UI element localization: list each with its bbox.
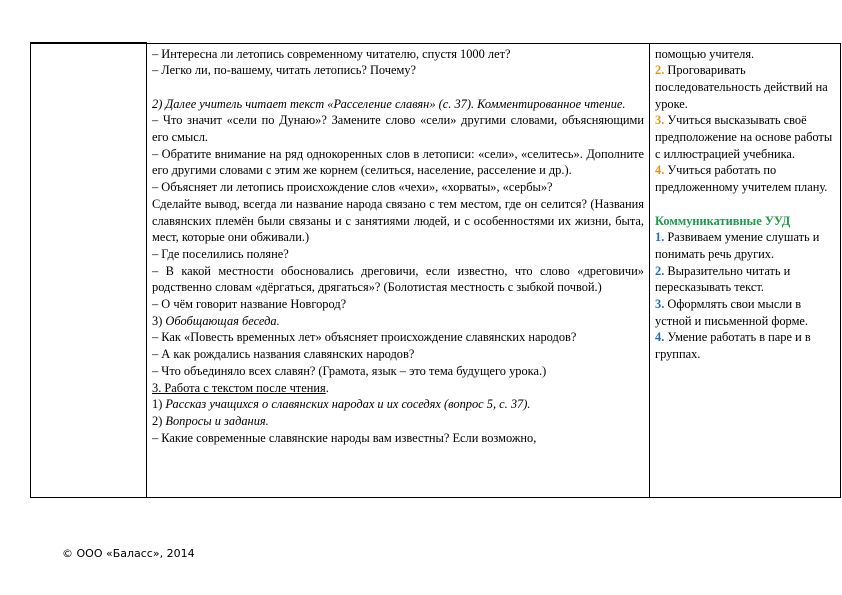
step-line	[152, 313, 644, 330]
step-text: 2) Далее учитель читает текст «Расселение славян» (с. 37). Комментированное чтение.	[152, 96, 626, 111]
copyright-footer: © ООО «Баласс», 2014	[62, 547, 195, 560]
lesson-content-cell	[147, 43, 650, 498]
uud-item-number: 2.	[655, 63, 665, 78]
question-line: – Интересна ли летопись современному читателю, спустя 1000 лет?	[152, 46, 511, 61]
uud-item-number: 4.	[655, 330, 665, 345]
conclusion-line: Сделайте вывод, всегда ли название народа связано с тем местом, где он селится? (Названия славянских племён были связаны и с занятиями людей, и с особенностями их жизни, быта, мест, которые они обживали.)	[152, 196, 644, 245]
uud-item	[655, 329, 836, 362]
section-heading-period: .	[325, 380, 329, 395]
uud-intro: помощью учителя.	[655, 46, 755, 61]
uud-item-text: Учиться высказывать своё предположение на основе работы с иллюстрацией учебника.	[655, 113, 833, 161]
uud-item-text: Проговаривать последовательность действий на уроке.	[655, 63, 828, 111]
table-row	[31, 43, 841, 498]
question-line: – Обратите внимание на ряд однокоренных слов в летописи: «сели», «селитесь». Дополните его другими словами с этим же корнем (селиться, население, расселение и др.).	[152, 146, 644, 178]
uud-item-text: Учиться работать по предложенному учителем плану.	[655, 163, 828, 195]
step-number: 3)	[152, 313, 166, 328]
uud-item-number: 3.	[655, 297, 665, 312]
uud-item-number: 4.	[655, 163, 665, 178]
uud-item-text: Развиваем умение слушать и понимать речь других.	[655, 230, 820, 261]
step-text: Вопросы и задания.	[165, 413, 269, 428]
uud-item	[655, 263, 836, 296]
uud-item	[655, 62, 836, 112]
question-line: – В какой местности обосновались дреговичи, если известно, что слово «дреговичи» родственно словам «дёргаться, дрягаться»? (Болотистая местность с зыбкой почвой.)	[152, 263, 644, 295]
step-line	[152, 96, 644, 113]
uud-item-number: 1.	[655, 230, 665, 245]
question-line: – О чём говорит название Новгород?	[152, 297, 347, 312]
uud-item-number: 3.	[655, 113, 665, 128]
uud-item-text: Умение работать в паре и в группах.	[655, 330, 811, 362]
uud-item-text: Выразительно читать и пересказывать текст.	[655, 263, 791, 295]
step-text: Рассказ учащихся о славянских народах и их соседях (вопрос 5, с. 37).	[165, 397, 531, 412]
question-line: – Легко ли, по-вашему, читать летопись? Почему?	[152, 63, 417, 78]
step-number: 2)	[152, 413, 166, 428]
uud-heading: Коммуникативные УУД	[655, 213, 791, 228]
question-line: – Объясняет ли летопись происхождение слов «чехи», «хорваты», «сербы»?	[152, 180, 553, 195]
question-line: – Что значит «сели по Дунаю»? Замените слово «сели» другими словами, объясняющими его смысл.	[152, 113, 644, 144]
uud-item-number: 2.	[655, 263, 665, 278]
lesson-table	[30, 42, 841, 498]
blank-line	[655, 196, 836, 213]
question-line: – Где поселились поляне?	[152, 246, 289, 261]
uud-item	[655, 162, 836, 195]
uud-cell	[650, 43, 841, 498]
step-number: 1)	[152, 397, 166, 412]
question-line: – Как «Повесть временных лет» объясняет происхождение славянских народов?	[152, 330, 577, 345]
step-text: Обобщающая беседа.	[165, 313, 280, 328]
step-line	[152, 413, 644, 430]
uud-item	[655, 229, 836, 262]
uud-item	[655, 296, 836, 329]
uud-item-text: Оформлять свои мысли в устной и письменной форме.	[655, 297, 809, 328]
section-heading-text: 3. Работа с текстом после чтения	[152, 380, 326, 395]
question-line: – Что объединяло всех славян? (Грамота, язык – это тема будущего урока.)	[152, 363, 547, 378]
question-line: – Какие современные славянские народы вам известны? Если возможно,	[152, 430, 537, 445]
blank-line	[152, 79, 644, 96]
uud-item	[655, 112, 836, 162]
section-heading	[152, 380, 644, 397]
step-line	[152, 396, 644, 413]
question-line: – А как рождались названия славянских народов?	[152, 347, 415, 362]
empty-stage-cell	[31, 43, 147, 498]
